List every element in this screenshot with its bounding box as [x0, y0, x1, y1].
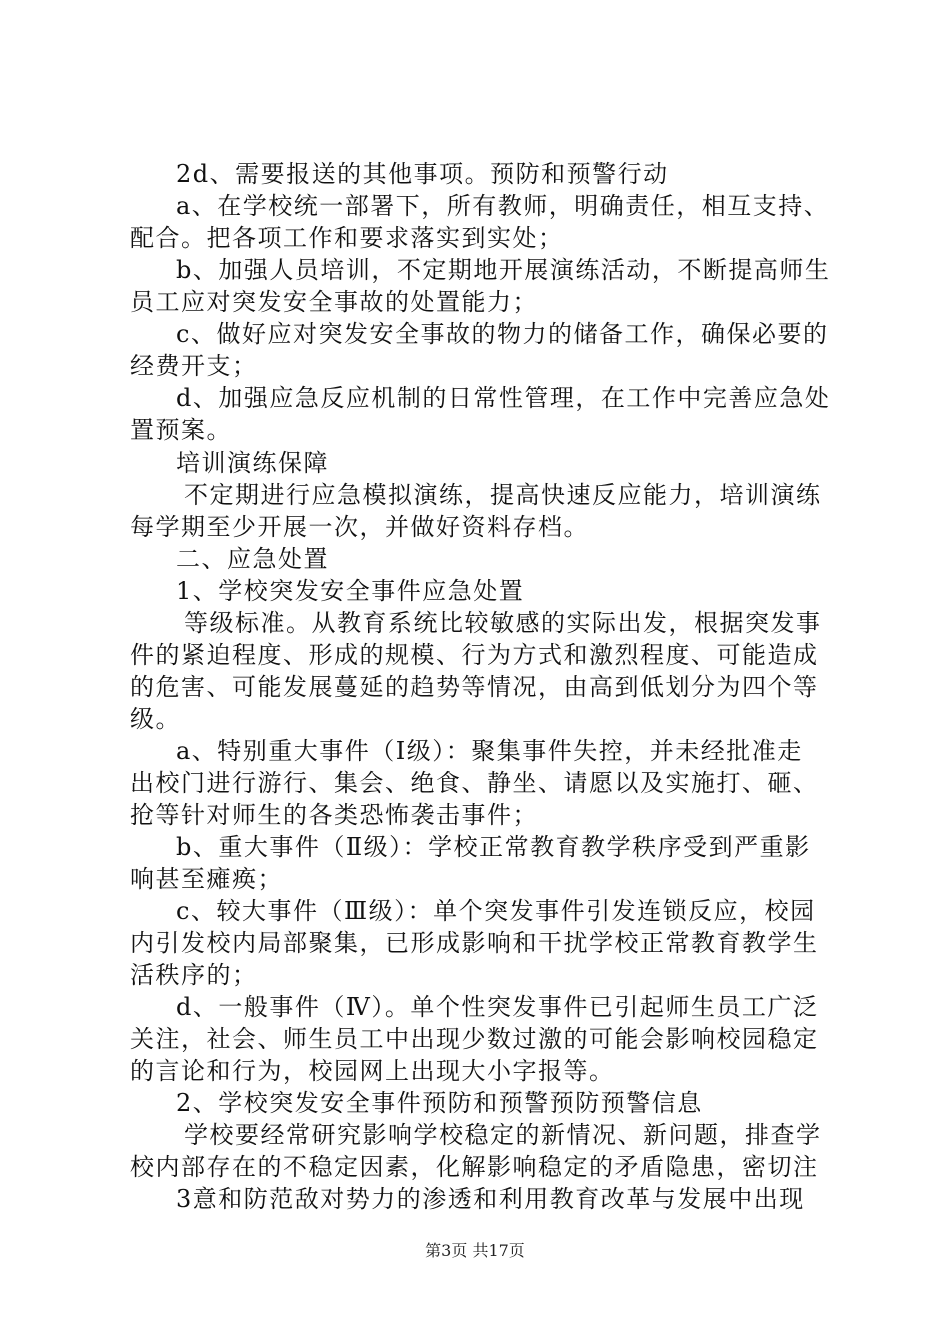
paragraph-line: 经费开支；: [130, 352, 258, 380]
paragraph-line: b、重大事件（Ⅱ级）：学校正常教育教学秩序受到严重影: [176, 833, 811, 861]
paragraph-line: 级。: [130, 705, 181, 733]
paragraph-line: 件的紧迫程度、形成的规模、行为方式和激烈程度、可能造成: [130, 641, 819, 669]
paragraph-line: 不定期进行应急模拟演练，提高快速反应能力，培训演练: [184, 481, 822, 509]
paragraph-line: 活秩序的；: [130, 961, 258, 989]
paragraph-line: 响甚至瘫痪；: [130, 865, 283, 893]
paragraph-line: c、做好应对突发安全事故的物力的储备工作，确保必要的: [176, 320, 829, 348]
paragraph-line: 2d、需要报送的其他事项。预防和预警行动: [176, 160, 669, 188]
paragraph-line: 每学期至少开展一次，并做好资料存档。: [130, 513, 589, 541]
paragraph-line: 出校门进行游行、集会、绝食、静坐、请愿以及实施打、砸、: [130, 769, 819, 797]
paragraph-line: d、一般事件（Ⅳ）。单个性突发事件已引起师生员工广泛: [176, 993, 819, 1021]
paragraph-line: 1、学校突发安全事件应急处置: [176, 577, 525, 605]
paragraph-line: 内引发校内局部聚集，已形成影响和干扰学校正常教育教学生: [130, 929, 819, 957]
paragraph-line: 校内部存在的不稳定因素，化解影响稳定的矛盾隐患，密切注: [130, 1153, 819, 1181]
paragraph-line: 2、学校突发安全事件预防和预警预防预警信息: [176, 1089, 703, 1117]
paragraph-line: a、在学校统一部署下，所有教师，明确责任，相互支持、: [176, 192, 830, 220]
paragraph-line: 3意和防范敌对势力的渗透和利用教育改革与发展中出现: [176, 1185, 805, 1213]
paragraph-line: 的言论和行为，校园网上出现大小字报等。: [130, 1057, 615, 1085]
paragraph-line: 二、应急处置: [176, 545, 329, 573]
paragraph-line: 关注，社会、师生员工中出现少数过激的可能会影响校园稳定: [130, 1025, 819, 1053]
paragraph-line: b、加强人员培训，不定期地开展演练活动，不断提高师生: [176, 256, 831, 284]
paragraph-line: d、加强应急反应机制的日常性管理，在工作中完善应急处: [176, 384, 831, 412]
paragraph-line: 等级标准。从教育系统比较敏感的实际出发，根据突发事: [184, 609, 822, 637]
paragraph-line: 学校要经常研究影响学校稳定的新情况、新问题，排查学: [184, 1121, 822, 1149]
paragraph-line: 置预案。: [130, 416, 232, 444]
page-footer: 第3页 共17页: [425, 1241, 525, 1260]
paragraph-line: 配合。把各项工作和要求落实到实处；: [130, 224, 564, 252]
paragraph-line: 培训演练保障: [176, 449, 329, 477]
paragraph-line: 的危害、可能发展蔓延的趋势等情况，由高到低划分为四个等: [130, 673, 819, 701]
paragraph-line: 员工应对突发安全事故的处置能力；: [130, 288, 538, 316]
paragraph-line: 抢等针对师生的各类恐怖袭击事件；: [130, 801, 538, 829]
paragraph-line: a、特别重大事件（Ⅰ级）：聚集事件失控，并未经批准走: [176, 737, 803, 765]
paragraph-line: c、较大事件（Ⅲ级）：单个突发事件引发连锁反应，校园: [176, 897, 816, 925]
